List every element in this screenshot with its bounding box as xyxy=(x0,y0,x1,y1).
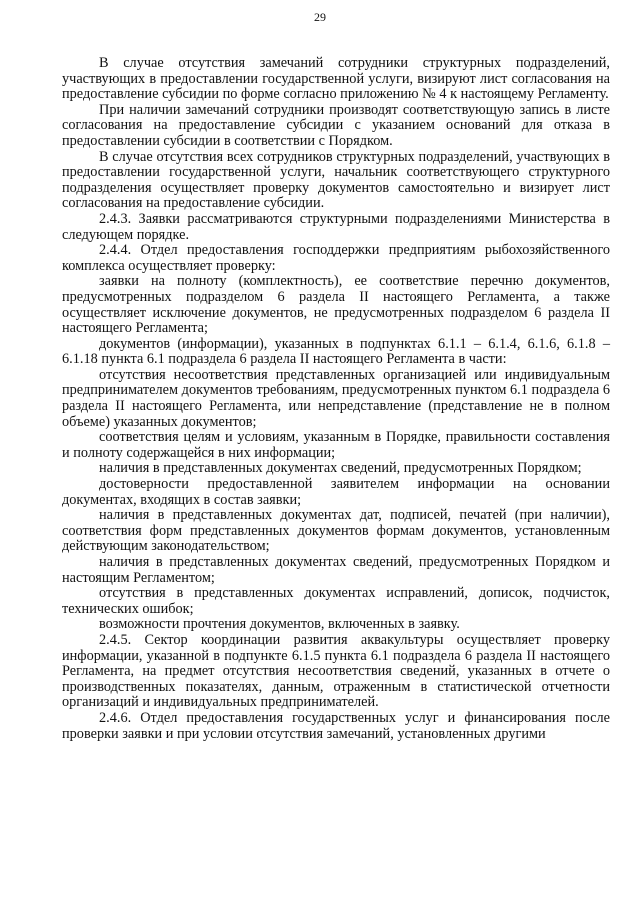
paragraph: отсутствия в представленных документах исправлений, дописок, подчисток, технических ошибок; xyxy=(62,585,610,617)
document-text xyxy=(62,56,610,742)
paragraph: При наличии замечаний сотрудники производят соответствующую запись в листе согласования на предоставление субсидии с указанием оснований для отказа в предоставлении субсидии в соответствии с Порядком. xyxy=(62,101,610,149)
paragraph: соответствия целям и условиям, указанным в Порядке, правильности составления и полноту содержащейся в них информации; xyxy=(62,429,610,461)
paragraph: документов (информации), указанных в подпунктах 6.1.1 – 6.1.4, 6.1.6, 6.1.8 – 6.1.18 пункта 6.1 подраздела 6 раздела II настоящего Регламента в части: xyxy=(62,335,610,368)
paragraph: В случае отсутствия замечаний сотрудники структурных подразделений, участвующих в предоставлении государственной услуги, визируют лист согласования на предоставление субсидии по форме согласно приложению № 4 к настоящему Регламенту. xyxy=(62,55,610,103)
paragraph: 2.4.5. Сектор координации развития аквакультуры осуществляет проверку информации, указанной в подпункте 6.1.5 пункта 6.1 подраздела 6 раздела II настоящего Регламента, на предмет отсутствия несоответствия сведений, указанных в отчете о производственных показателях, данным, отраженным в статистической отчетности организаций и индивидуальных предпринимателей. xyxy=(62,631,610,711)
paragraph: наличия в представленных документах сведений, предусмотренных Порядком и настоящим Регламентом; xyxy=(62,554,610,586)
paragraph: достоверности предоставленной заявителем информации на основании документах, входящих в состав заявки; xyxy=(62,476,610,508)
page-number: 29 xyxy=(314,10,326,24)
paragraph: 2.4.4. Отдел предоставления господдержки предприятиям рыбохозяйственного комплекса осуществляет проверку: xyxy=(62,242,610,274)
paragraph: В случае отсутствия всех сотрудников структурных подразделений, участвующих в предоставлении государственной услуги, начальник соответствующего структурного подразделения осуществляет проверку документов самостоятельно и визирует лист согласования на предоставление субсидии. xyxy=(62,148,610,212)
paragraph: наличия в представленных документах сведений, предусмотренных Порядком; xyxy=(99,460,582,477)
paragraph: заявки на полноту (комплектность), ее соответствие перечню документов, предусмотренных подразделом 6 раздела II настоящего Регламента, а также осуществляет исключение документов, не предусмотренных подразделом 6 раздела II настоящего Регламента; xyxy=(62,273,610,337)
paragraph: наличия в представленных документах дат, подписей, печатей (при наличии), соответствия форм представленных документов формам документов, установленным действующим законодательством; xyxy=(62,507,610,555)
paragraph: 2.4.3. Заявки рассматриваются структурными подразделениями Министерства в следующем порядке. xyxy=(62,210,610,243)
paragraph: возможности прочтения документов, включенных в заявку. xyxy=(99,616,460,633)
paragraph: отсутствия несоответствия представленных организацией или индивидуальным предпринимателем документов требованиям, предусмотренных пунктом 6.1 подраздела 6 раздела II настоящего Регламента, или непредставление (представление не в полном объеме) указанных документов; xyxy=(62,366,610,430)
paragraph: 2.4.6. Отдел предоставления государственных услуг и финансирования после проверки заявки и при условии отсутствия замечаний, установленных другими xyxy=(62,709,610,742)
